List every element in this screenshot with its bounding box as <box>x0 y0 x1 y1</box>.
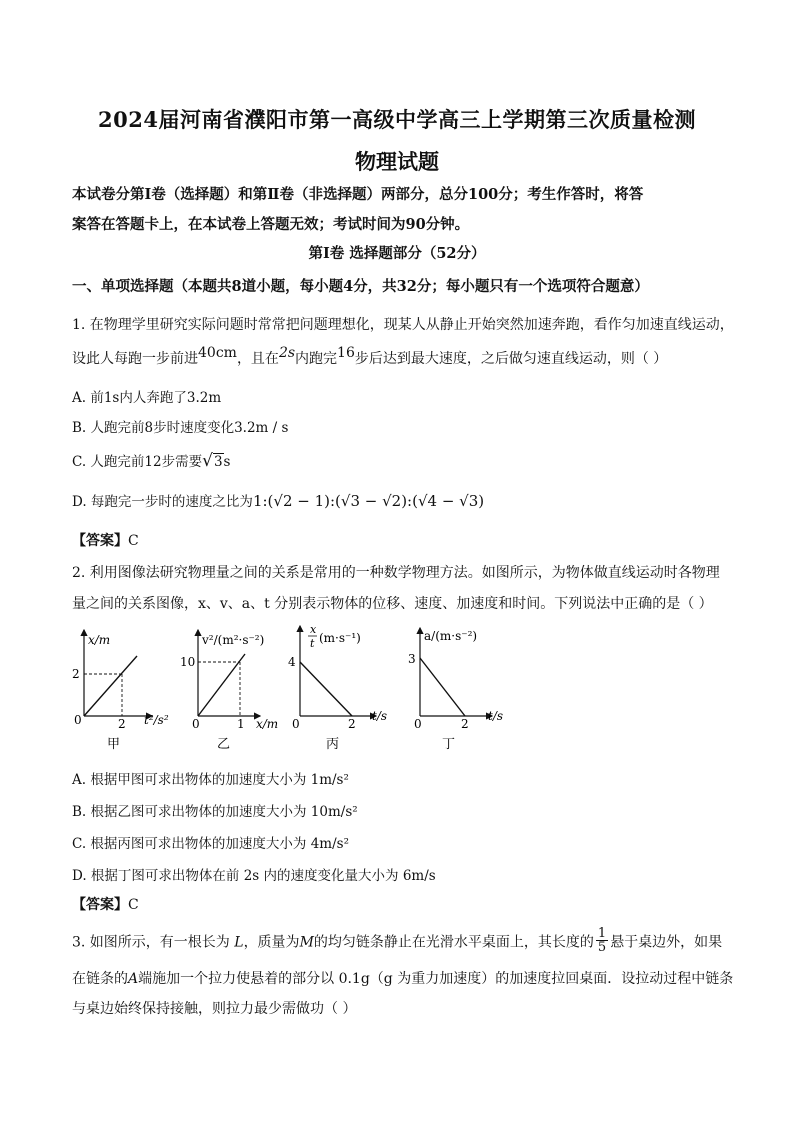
graph-ding-line <box>420 658 465 716</box>
graph-ding-xlabel: t/s <box>488 709 504 723</box>
q3-text-f: 悬于桌边外，如果 <box>610 934 723 951</box>
q1-answer-value: C <box>128 533 139 549</box>
exam-title: 2024届河南省濮阳市第一高级中学高三上学期第三次质量检测 <box>98 107 696 132</box>
q2-graphs <box>60 620 530 755</box>
q2-option-d: D. 根据丁图可求出物体在前 2s 内的速度变化量大小为 6m/s <box>72 868 436 884</box>
q1-option-c-unit: s <box>223 454 231 470</box>
graph-jia-xlabel: t²/s² <box>144 713 169 727</box>
q3-text-c: ，质量为 <box>243 934 300 951</box>
q3-line-3: 与桌边始终保持接触，则拉力最少需做功（ ） <box>72 1001 357 1017</box>
graph-jia-ylabel: x/m <box>88 633 111 647</box>
q1-steps: 16 <box>337 345 355 361</box>
q2-answer-value: C <box>128 897 139 913</box>
q3-var-l: L <box>234 934 244 951</box>
graph-jia-line <box>84 656 137 716</box>
q1-option-b: B. 人跑完前8步时速度变化3.2m / s <box>72 420 289 436</box>
q1-line-1: 1. 在物理学里研究实际问题时常常把问题理想化，现某人从静止开始突然加速奔跑，看作匀加速直线运动， <box>72 317 734 333</box>
q1-answer <box>72 530 139 550</box>
q3-line-2 <box>72 968 733 988</box>
q1-time: 2s <box>278 345 296 361</box>
q2-option-b: B. 根据乙图可求出物体的加速度大小为 10m/s² <box>72 804 358 820</box>
exam-subtitle: 物理试题 <box>355 149 439 174</box>
graph-yi-xtick: 1 <box>237 717 245 731</box>
q3-fraction <box>596 927 608 954</box>
graph-bing-origin: 0 <box>292 717 300 731</box>
q3-fraction-num: 1 <box>597 926 607 941</box>
graph-ding-ylabel: a/(m·s⁻²) <box>424 629 478 643</box>
q1-option-a: A. 前1s内人奔跑了3.2m <box>72 390 222 406</box>
q2-option-a: A. 根据甲图可求出物体的加速度大小为 1m/s² <box>72 772 349 788</box>
graph-jia-xtick: 2 <box>118 717 126 731</box>
q1-option-d <box>72 490 484 510</box>
intro-line-1: 本试卷分第Ⅰ卷（选择题）和第Ⅱ卷（非选择题）两部分，总分100分；考生作答时，将答 <box>72 186 644 203</box>
graph-yi-caption: 乙 <box>217 737 231 752</box>
graph-jia-ytick: 2 <box>72 667 80 681</box>
q3-text-2c: 端施加一个拉力使悬着的部分以 0.1g（g 为重力加速度）的加速度拉回桌面．设拉动过程中链条 <box>138 971 734 987</box>
graph-bing-line <box>300 662 352 716</box>
q2-option-c: C. 根据丙图可求出物体的加速度大小为 4m/s² <box>72 836 349 852</box>
q1-text-e: 内跑完 <box>295 351 338 367</box>
q1-text-g: 步后达到最大速度，之后做匀速直线运动，则（ ） <box>354 351 668 367</box>
q3-text-a: 3. 如图所示，有一根长为 <box>72 934 235 951</box>
graph-ding-origin: 0 <box>414 717 422 731</box>
q1-option-c-text: C. 人跑完前12步需要 <box>72 454 203 470</box>
graph-yi-ylabel: v²/(m²·s⁻²) <box>202 633 265 647</box>
graph-bing-frac-num: x <box>310 623 317 636</box>
q1-option-c <box>72 450 230 471</box>
q3-var-a: A <box>128 971 139 987</box>
q1-text-c: ，且在 <box>236 351 279 367</box>
q1-option-c-root: 3 <box>213 454 223 470</box>
graph-bing-ytick: 4 <box>288 655 296 669</box>
q3-fraction-den: 5 <box>597 940 607 955</box>
q3-line-1 <box>72 926 723 956</box>
graph-bing-caption: 丙 <box>326 737 340 752</box>
graph-ding-ytick: 3 <box>408 652 416 666</box>
graph-yi-line <box>198 654 245 716</box>
q2-answer-label: 【答案】 <box>72 897 128 913</box>
sqrt-sign-icon: √ <box>202 451 213 471</box>
intro-line-2: 案答在答题卡上，在本试卷上答题无效；考试时间为90分钟。 <box>72 216 470 233</box>
q1-option-d-text: D. 每跑完一步时的速度之比为 <box>72 494 253 510</box>
q2-answer <box>72 894 139 914</box>
graph-jia-origin: 0 <box>74 713 82 727</box>
q1-line-2 <box>72 345 668 368</box>
graph-yi-xlabel: x/m <box>256 717 279 731</box>
graph-yi <box>180 630 278 752</box>
q1-text-a: 设此人每跑一步前进 <box>72 351 198 367</box>
part-title: 第Ⅰ卷 选择题部分（52分） <box>308 245 486 262</box>
graph-bing-xtick: 2 <box>348 717 356 731</box>
graph-ding <box>408 628 503 752</box>
q3-var-m: M <box>299 934 314 951</box>
graph-ding-xtick: 2 <box>461 717 469 731</box>
graph-bing-xlabel: t/s <box>372 709 388 723</box>
graph-bing <box>288 623 387 752</box>
q2-line-1: 2. 利用图像法研究物理量之间的关系是常用的一种数学物理方法。如图所示，为物体做直线运动时各物理 <box>72 565 720 581</box>
q1-step-length: 40cm <box>198 345 237 361</box>
graph-yi-origin: 0 <box>192 717 200 731</box>
graph-jia-caption: 甲 <box>107 737 121 752</box>
q3-text-2a: 在链条的 <box>72 971 128 987</box>
section-title: 一、单项选择题（本题共8道小题，每小题4分，共32分；每小题只有一个选项符合题意） <box>72 278 649 295</box>
graph-bing-frac-den: t <box>310 637 315 650</box>
q3-text-e: 的均匀链条静止在光滑水平桌面上，其长度的 <box>313 934 594 951</box>
q1-option-d-expr: 1:(√2 − 1):(√3 − √2):(√4 − √3) <box>252 492 485 510</box>
graph-jia <box>72 630 169 752</box>
q2-line-2: 量之间的关系图像，x、v、a、t 分别表示物体的位移、速度、加速度和时间。下列说法中正确的是（ ） <box>72 596 713 612</box>
graph-bing-ylabel: (m·s⁻¹) <box>319 631 361 645</box>
q1-answer-label: 【答案】 <box>72 533 128 549</box>
graph-yi-ytick: 10 <box>180 655 196 669</box>
graph-ding-caption: 丁 <box>442 737 456 752</box>
